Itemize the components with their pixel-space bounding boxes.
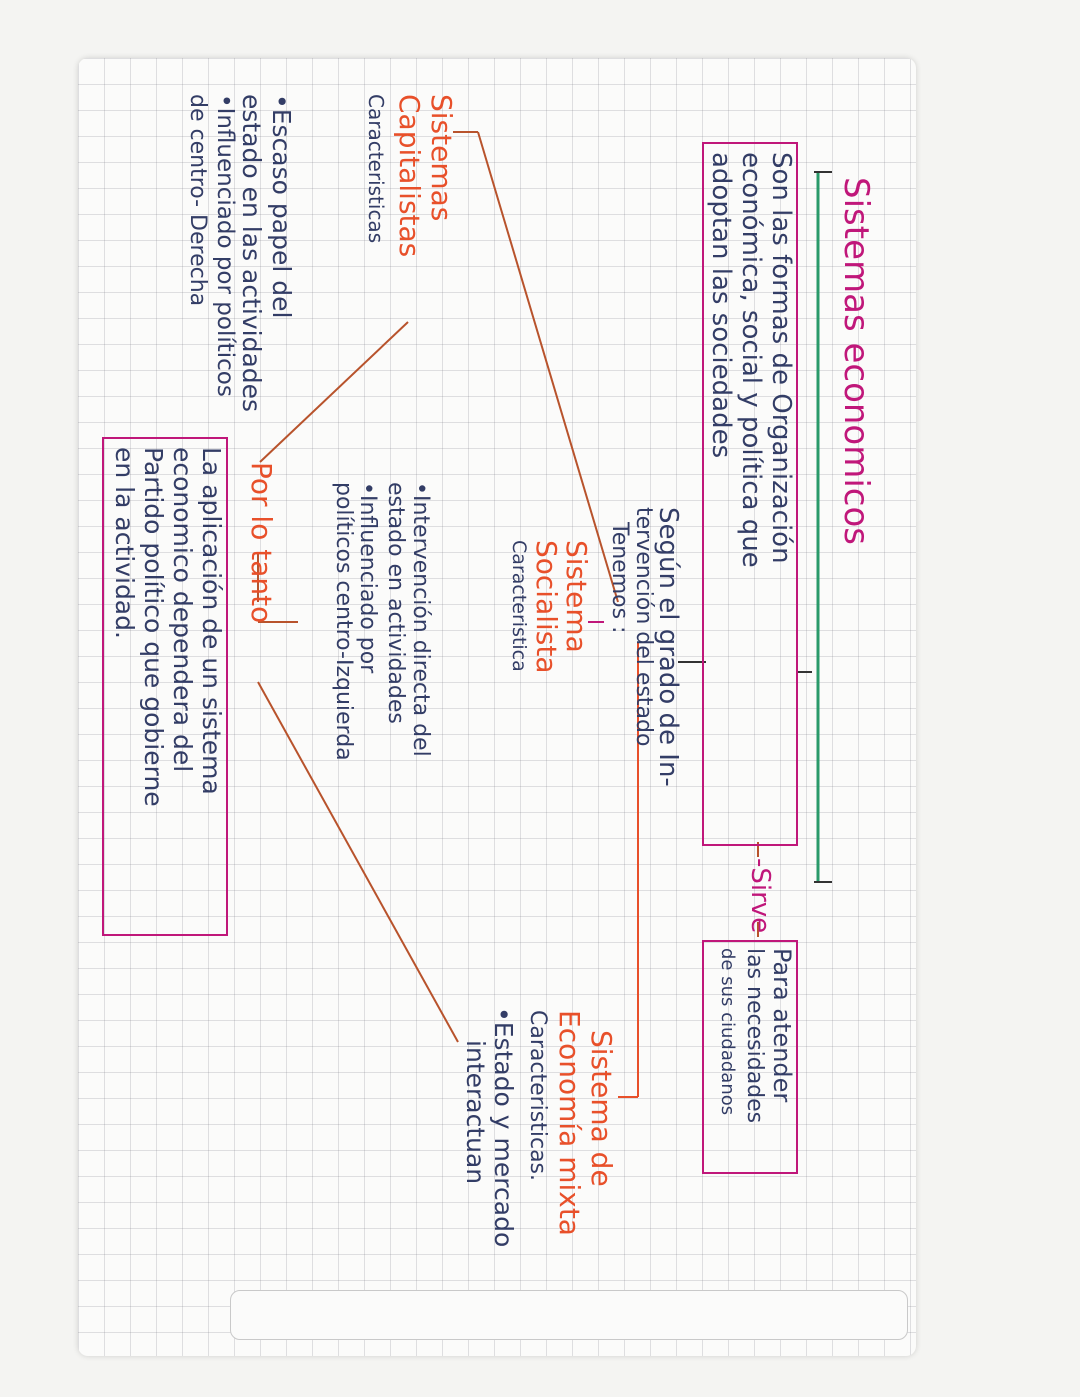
conclusion-line-2: economico dependera del [168,447,197,773]
definition-line-3: adoptan las sociedades [706,152,736,459]
socialista-title-1: Sistema [560,540,593,653]
mixta-title-1: Sistema de [585,1030,618,1187]
capitalista-point-1: •Escaso papel del [267,94,296,319]
grado-line-3: Tenemos : [607,522,632,634]
definition-line-1: Son las formas de Organización [766,152,796,564]
capitalista-title-1: Sistemas [425,94,458,222]
sirve-connector: -Sirve [745,858,775,934]
por-lo-tanto-label: Por lo tanto [245,462,278,624]
grado-line-2: tervención del estado [631,507,656,747]
diagram-title: Sistemas economicos [836,177,876,546]
capitalista-subtitle: Caracteristicas [364,94,388,244]
conclusion-line-3: Partido político que gobierne [139,447,168,807]
purpose-line-1: Para atender [768,948,796,1103]
capitalista-point-2: •Influenciado por políticos [212,94,238,397]
capitalista-point-1b: estado en las actividades [237,94,266,413]
conclusion-line-4: en la actividad. [110,447,139,639]
mixta-point-1: •Estado y mercado [489,1007,518,1248]
conclusion-line-1: La aplicación de un sistema [197,447,226,795]
purpose-line-2: las necesidades [742,948,767,1124]
concept-map [88,82,918,1312]
grado-to-capitalista-line [478,132,618,602]
definition-line-2: económica, social y política que [736,152,766,568]
socialista-point-2b: políticos centro-Izquierda [331,482,356,761]
capitalista-point-2b: de centro- Derecha [185,94,210,307]
purpose-line-3: de sus ciudadanos [717,948,738,1116]
socialista-point-2: •Influenciado por [355,482,380,674]
mixta-subtitle: Caracteristicas. [525,1010,550,1182]
socialista-subtitle: Caracteristica [508,540,530,672]
socialista-point-1b: estado en actividades [383,482,408,724]
socialista-point-1: •Intervención directa del [408,482,433,757]
socialista-title-2: Socialista [530,540,563,674]
capitalista-to-conclusion-line [260,322,408,462]
mixta-title-2: Economía mixta [553,1010,586,1236]
capitalista-title-2: Capitalistas [393,94,426,258]
grado-line-1: Según el grado de In- [653,507,683,787]
mixta-point-1b: interactuan [461,1040,490,1185]
